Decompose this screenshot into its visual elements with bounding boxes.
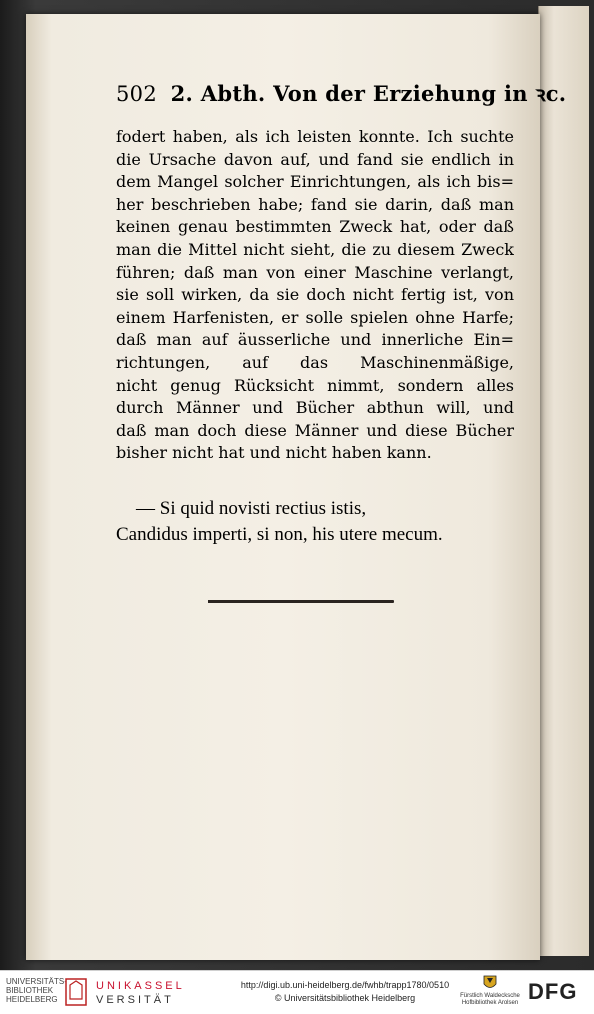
heidelberg-seal-icon: [64, 977, 88, 1007]
text-line: daß man auf äusserliche und innerliche Ein=: [116, 330, 514, 350]
citation-block: [240, 979, 450, 1005]
body-text: [116, 126, 514, 465]
arolsen-logo[interactable]: Fürstlich Waldecksche Hofbibliothek Arolsen: [456, 975, 524, 1007]
next-page-edge: [538, 6, 589, 956]
text-line: man die Mittel nicht sieht, die zu diesem Zweck: [116, 239, 514, 259]
text-line: fodert haben, als ich leisten konnte. Ich suchte: [116, 127, 514, 146]
text-line: bisher nicht hat und nicht haben kann.: [116, 443, 432, 463]
kassel-logo[interactable]: UNIKASSEL VERSITÄT: [96, 980, 185, 1006]
dfg-logo[interactable]: DFG: [528, 979, 578, 1004]
page-number: 502: [116, 82, 157, 106]
running-head-title: 2. Abth. Von der Erziehung in ꝛc.: [170, 81, 567, 106]
running-head: [116, 80, 567, 108]
copyright: © Universitätsbibliothek Heidelberg: [274, 993, 416, 1003]
text-line: daß man doch diese Männer und diese Bücher: [116, 420, 514, 440]
text-line: richtungen, auf das Maschinenmäßige,: [116, 352, 514, 372]
text-line: sie soll wirken, da sie doch nicht fertig ist, von: [116, 285, 514, 305]
latin-quote: [116, 496, 516, 548]
text-line: dem Mangel solcher Einrichtungen, als ich bis=: [116, 172, 514, 192]
quote-line: — Si quid novisti rectius istis,: [136, 498, 367, 519]
heidelberg-logo[interactable]: UNIVERSITÄTS- BIBLIOTHEK HEIDELBERG: [6, 977, 67, 1004]
text-line: einem Harfenisten, er solle spielen ohne Harfe;: [116, 307, 514, 327]
footer-bar: [0, 970, 594, 1014]
citation-url[interactable]: http://digi.ub.uni-heidelberg.de/fwhb/trapp1780/0510: [240, 980, 450, 990]
end-rule: [208, 600, 394, 603]
text-line: keinen genau bestimmten Zweck hat, oder daß: [116, 217, 514, 237]
crest-icon: [483, 975, 497, 991]
text-line: die Ursache davon auf, und fand sie endlich in: [116, 149, 514, 169]
text-line: her beschrieben habe; fand sie darin, daß man: [116, 194, 514, 214]
text-line: nicht genug Rücksicht nimmt, sondern alles: [116, 375, 514, 395]
quote-line: Candidus imperti, si non, his utere mecum.: [116, 524, 443, 545]
text-line: führen; daß man von einer Maschine verlangt,: [116, 262, 514, 282]
text-line: durch Männer und Bücher abthun will, und: [116, 398, 514, 418]
